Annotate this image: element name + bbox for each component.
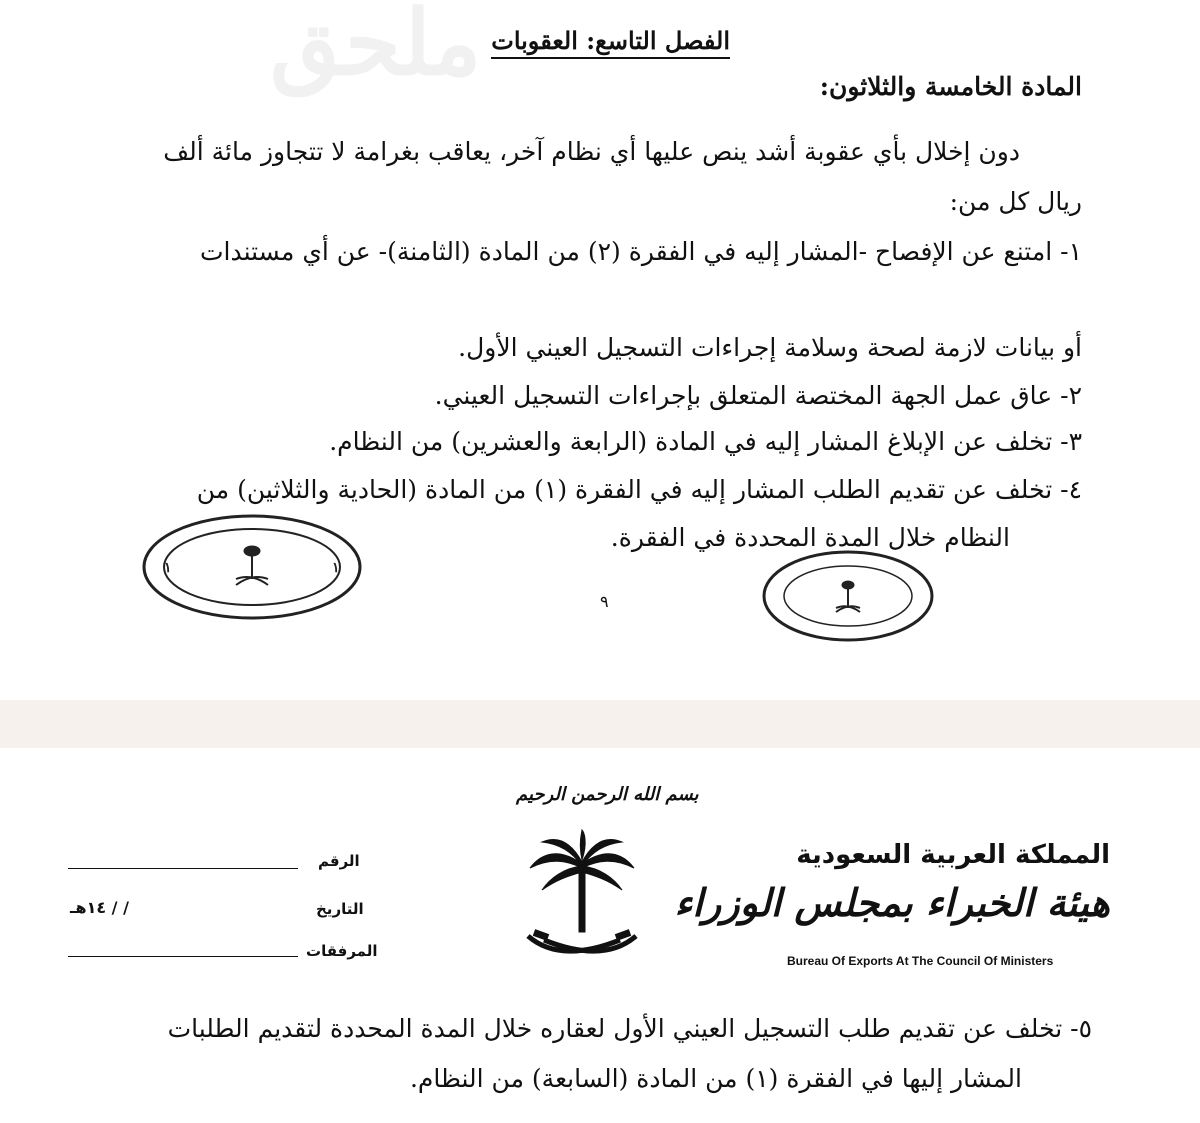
palm-and-swords-emblem-icon [520, 828, 644, 978]
intro-line-1: دون إخلال بأي عقوبة أشد ينص عليها أي نظام آخر، يعاقب بغرامة لا تتجاوز مائة ألف [163, 137, 1020, 166]
svg-text:١: ١ [164, 560, 172, 576]
date-slots: / / ١٤هـ [70, 898, 129, 917]
letterhead-bureau-english: Bureau Of Exports At The Council Of Ministers [787, 954, 1054, 968]
item-2: ٢- عاق عمل الجهة المختصة المتعلق بإجراءات التسجيل العيني. [434, 381, 1082, 410]
item-5-line-1: ٥- تخلف عن تقديم طلب التسجيل العيني الأول لعقاره خلال المدة المحددة لتقديم الطلبات [167, 1014, 1092, 1043]
label-date: التاريخ [316, 900, 364, 918]
item-4-line-2: النظام خلال المدة المحددة في الفقرة. [610, 523, 1010, 552]
letterhead-bureau-arabic: هيئة الخبراء بمجلس الوزراء [674, 880, 1110, 925]
intro-line-2: ريال كل من: [949, 187, 1082, 216]
svg-text:١: ١ [332, 560, 340, 576]
item-1-line-1: ١- امتنع عن الإفصاح -المشار إليه في الفقرة (٢) من المادة (الثامنة)- عن أي مستندات [199, 237, 1082, 266]
document-page-2 [0, 748, 1200, 1123]
watermark-arabic: ملحق [270, 0, 482, 96]
page-separator [0, 700, 1200, 748]
label-number: الرقم [318, 852, 360, 870]
page-number: ٩ [600, 592, 609, 611]
official-seal-icon [140, 512, 364, 622]
attachments-line [68, 956, 298, 957]
letterhead-kingdom: المملكة العربية السعودية [796, 840, 1110, 870]
bismillah: بسم الله الرحمن الرحيم [516, 784, 699, 805]
chapter-title: الفصل التاسع: العقوبات [491, 26, 730, 59]
article-title: المادة الخامسة والثلاثون: [819, 72, 1082, 101]
item-1-line-2: أو بيانات لازمة لصحة وسلامة إجراءات التسجيل العيني الأول. [458, 333, 1082, 362]
item-4-line-1: ٤- تخلف عن تقديم الطلب المشار إليه في الفقرة (١) من المادة (الحادية والثلاثين) من [196, 475, 1082, 504]
official-seal-icon [760, 548, 936, 644]
item-5-line-2: المشار إليها في الفقرة (١) من المادة (السابعة) من النظام. [409, 1064, 1022, 1093]
label-attachments: المرفقات [306, 942, 378, 960]
number-line [68, 868, 298, 869]
item-3: ٣- تخلف عن الإبلاغ المشار إليه في المادة (الرابعة والعشرين) من النظام. [329, 427, 1082, 456]
